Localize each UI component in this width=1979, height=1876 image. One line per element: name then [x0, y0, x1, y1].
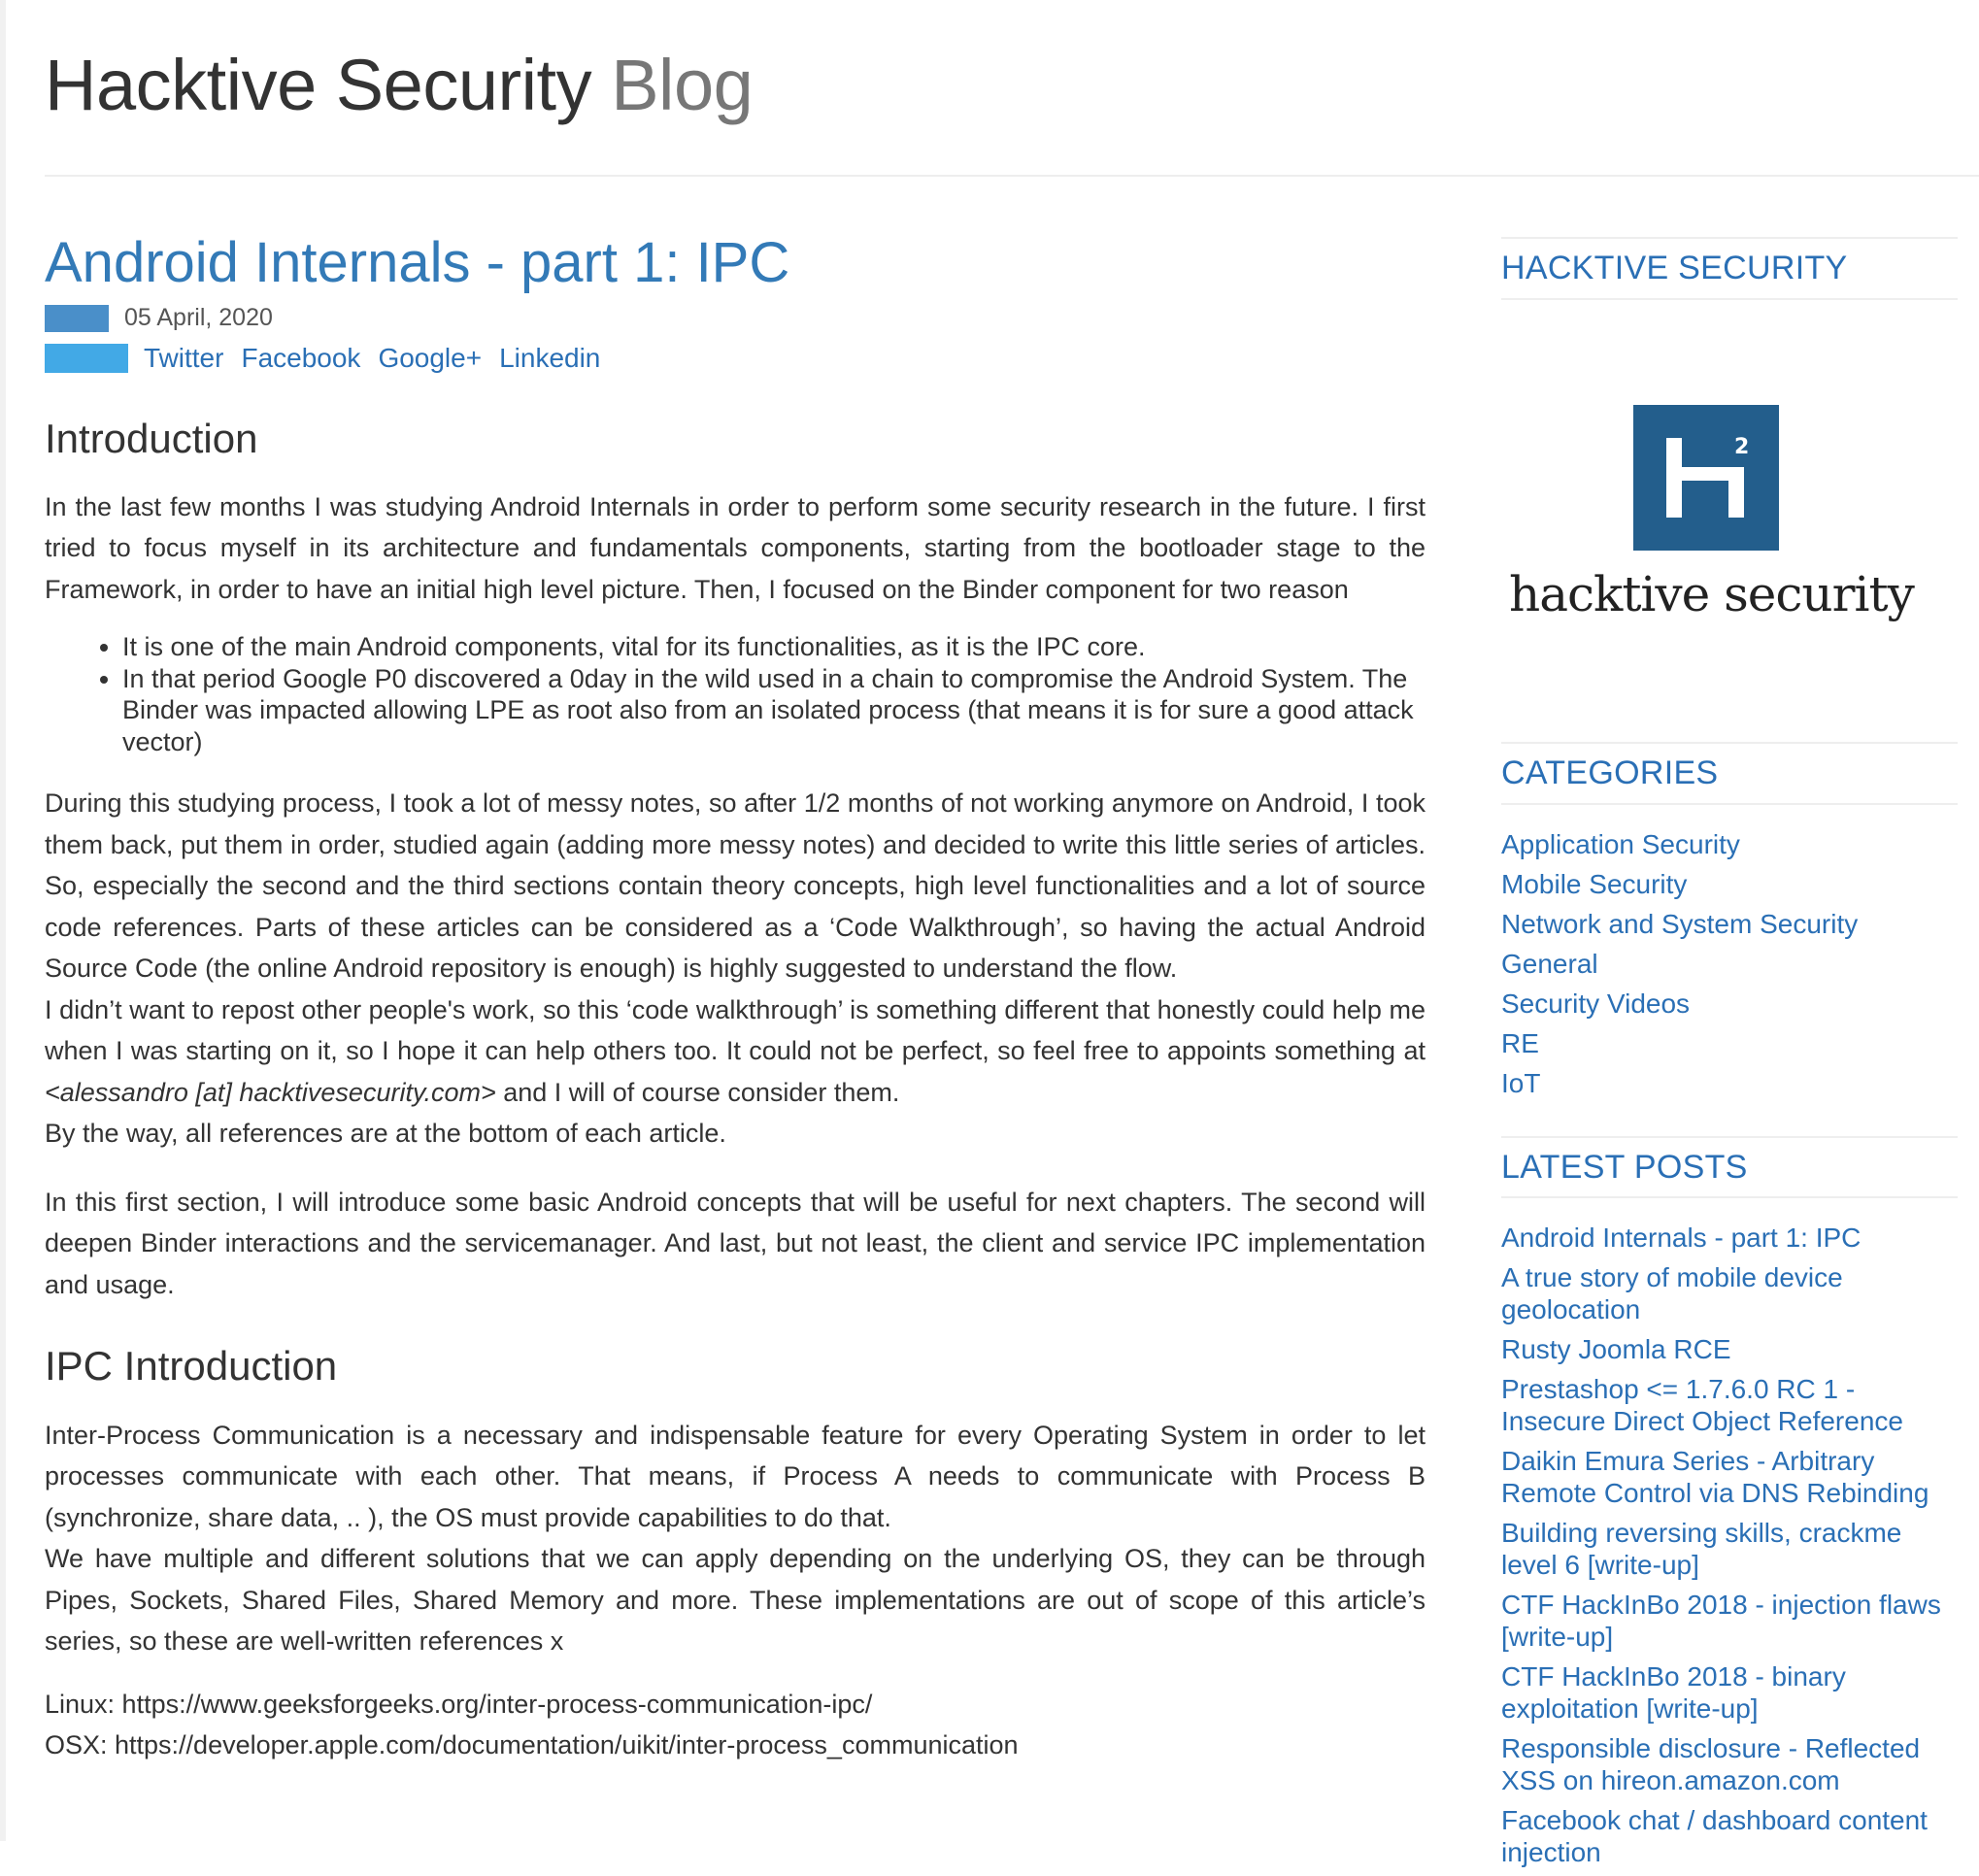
latest-post-item[interactable] [1501, 1732, 1958, 1796]
latest-post-link[interactable]: CTF HackInBo 2018 - injection flaws [write-up] [1501, 1590, 1941, 1653]
latest-post-link[interactable]: CTF HackInBo 2018 - binary exploitation [write-up] [1501, 1661, 1846, 1725]
list-item: • In that period Google P0 discovered a 0day in the wild used in a chain to compromise the Android System. The Binder was impacted allowing LPE as root also from an isolated process (that means it is for sure a good attack vector) [122, 663, 1426, 758]
spacer [1501, 1107, 1958, 1136]
spacer [45, 1155, 1426, 1182]
post-article [45, 231, 1426, 1765]
section-heading-ipc-introduction: IPC Introduction [45, 1343, 338, 1390]
sidebar-heading-categories: CATEGORIES [1501, 742, 1958, 805]
post-date: 05 April, 2020 [124, 304, 273, 332]
category-list [1501, 828, 1958, 1099]
latest-post-item[interactable] [1501, 1804, 1958, 1868]
sidebar-heading-about: HACKTIVE SECURITY [1501, 237, 1958, 300]
share-googleplus-link[interactable]: Google+ [378, 342, 483, 373]
paragraph: Inter-Process Communication is a necessary and indispensable feature for every Operating System in order to let processes communicate with each other. That means, if Process A needs to communicate with Process B (synchronize, share data, .. ), the OS must provide capabilities to do that. [45, 1420, 1426, 1532]
category-item[interactable] [1501, 948, 1958, 980]
latest-post-link[interactable]: Facebook chat / dashboard content injection [1501, 1805, 1928, 1868]
latest-post-item[interactable] [1501, 1222, 1958, 1254]
category-item[interactable] [1501, 828, 1958, 860]
brand-logo [1501, 300, 1958, 742]
category-link[interactable]: Network and System Security [1501, 908, 1859, 939]
h2-logo-icon [1633, 405, 1779, 551]
reference-list [45, 1684, 1426, 1765]
share-linkedin-link[interactable]: Linkedin [499, 342, 601, 373]
category-link[interactable]: General [1501, 948, 1598, 979]
latest-post-link[interactable]: Daikin Emura Series - Arbitrary Remote Control via DNS Rebinding [1501, 1446, 1929, 1509]
latest-post-item[interactable] [1501, 1373, 1958, 1437]
latest-post-item[interactable] [1501, 1333, 1958, 1365]
section-heading-introduction: Introduction [45, 415, 258, 461]
category-link[interactable]: Security Videos [1501, 988, 1691, 1019]
share-facebook-link[interactable]: Facebook [241, 342, 361, 373]
reference-osx[interactable]: OSX: https://developer.apple.com/documentation/uikit/inter-process_communication [45, 1729, 1019, 1759]
paragraph: In this first section, I will introduce some basic Android concepts that will be useful for next chapters. The second will deepen Binder interactions and the servicemanager. And last, but not least, the client and service IPC implementation and usage. [45, 1187, 1426, 1299]
category-item[interactable] [1501, 868, 1958, 900]
paragraph: We have multiple and different solutions that we can apply depending on the underlying OS, they can be through Pipes, Sockets, Shared Files, Shared Memory and more. These implementations are out of scope of this article’s series, so these are well-written references x [45, 1544, 1426, 1657]
list-item: • It is one of the main Android components, vital for its functionalities, as it is the IPC core. [122, 631, 1426, 663]
logo-wordmark: hacktive security [1509, 565, 1914, 622]
latest-post-item[interactable] [1501, 1517, 1958, 1581]
paragraph [45, 989, 1426, 1114]
bullet-list [45, 631, 1426, 757]
latest-posts-list [1501, 1222, 1958, 1868]
sidebar [1501, 237, 1958, 1876]
post-title[interactable]: Android Internals - part 1: IPC [45, 231, 790, 294]
site-title-main: Hacktive Security [45, 45, 592, 125]
header-divider [45, 175, 1979, 177]
calendar-icon [45, 305, 109, 332]
category-item[interactable] [1501, 908, 1958, 940]
site-title[interactable] [45, 43, 1979, 129]
category-link[interactable]: Mobile Security [1501, 868, 1688, 899]
share-icon [45, 344, 128, 373]
site-title-muted: Blog [611, 45, 754, 125]
svg-text:2: 2 [1734, 434, 1750, 459]
contact-email: <alessandro [at] hacktivesecurity.com> [45, 1077, 496, 1107]
category-link[interactable]: RE [1501, 1027, 1539, 1058]
latest-post-link[interactable]: Rusty Joomla RCE [1501, 1334, 1731, 1365]
share-bar [45, 339, 1426, 378]
category-item[interactable] [1501, 1027, 1958, 1059]
reference-linux[interactable]: Linux: https://www.geeksforgeeks.org/inter-process-communication-ipc/ [45, 1689, 873, 1719]
category-link[interactable]: Application Security [1501, 828, 1740, 859]
paragraph-text: I didn’t want to repost other people's work, so this ‘code walkthrough’ is something different that honestly could help me when I was starting on it, so I hope it can help others too. It could not be perfect, so feel free to appoints something at [45, 994, 1426, 1066]
page-left-edge [0, 0, 6, 1841]
latest-post-link[interactable]: A true story of mobile device geolocation [1501, 1262, 1843, 1325]
category-link[interactable]: IoT [1501, 1067, 1541, 1098]
latest-post-item[interactable] [1501, 1660, 1958, 1725]
latest-post-item[interactable] [1501, 1445, 1958, 1509]
paragraph: During this studying process, I took a lot of messy notes, so after 1/2 months of not working anymore on Android, I took them back, put them in order, studied again (adding more messy notes) and decided to write this little series of articles. So, especially the second and the third sections contain theory concepts, high level functionalities and a lot of source code references. Parts of these articles can be considered as a ‘Code Walkthrough’, so having the actual Android Source Code (the online Android repository is enough) is highly suggested to understand the flow. [45, 788, 1426, 984]
paragraph-text: and I will of course consider them. [495, 1077, 900, 1107]
latest-post-link[interactable]: Building reversing skills, crackme level 6 [write-up] [1501, 1518, 1902, 1581]
site-header [45, 43, 1979, 129]
category-item[interactable] [1501, 988, 1958, 1020]
latest-post-link[interactable]: Android Internals - part 1: IPC [1501, 1223, 1862, 1254]
post-meta [45, 302, 1426, 335]
latest-post-link[interactable]: Prestashop <= 1.7.6.0 RC 1 - Insecure Direct Object Reference [1501, 1374, 1903, 1437]
paragraph: By the way, all references are at the bottom of each article. [45, 1119, 726, 1149]
paragraph: In the last few months I was studying Android Internals in order to perform some security research in the future. I first tried to focus myself in its architecture and fundamentals components, starting from the bootloader stage to the Framework, in order to have an initial high level picture. Then, I focused on the Binder component for two reason [45, 491, 1426, 604]
latest-post-item[interactable] [1501, 1261, 1958, 1325]
latest-post-link[interactable]: Responsible disclosure - Reflected XSS on hireon.amazon.com [1501, 1733, 1921, 1796]
category-item[interactable] [1501, 1067, 1958, 1099]
latest-post-item[interactable] [1501, 1589, 1958, 1653]
share-twitter-link[interactable]: Twitter [144, 342, 224, 373]
sidebar-heading-latest-posts: LATEST POSTS [1501, 1136, 1958, 1199]
